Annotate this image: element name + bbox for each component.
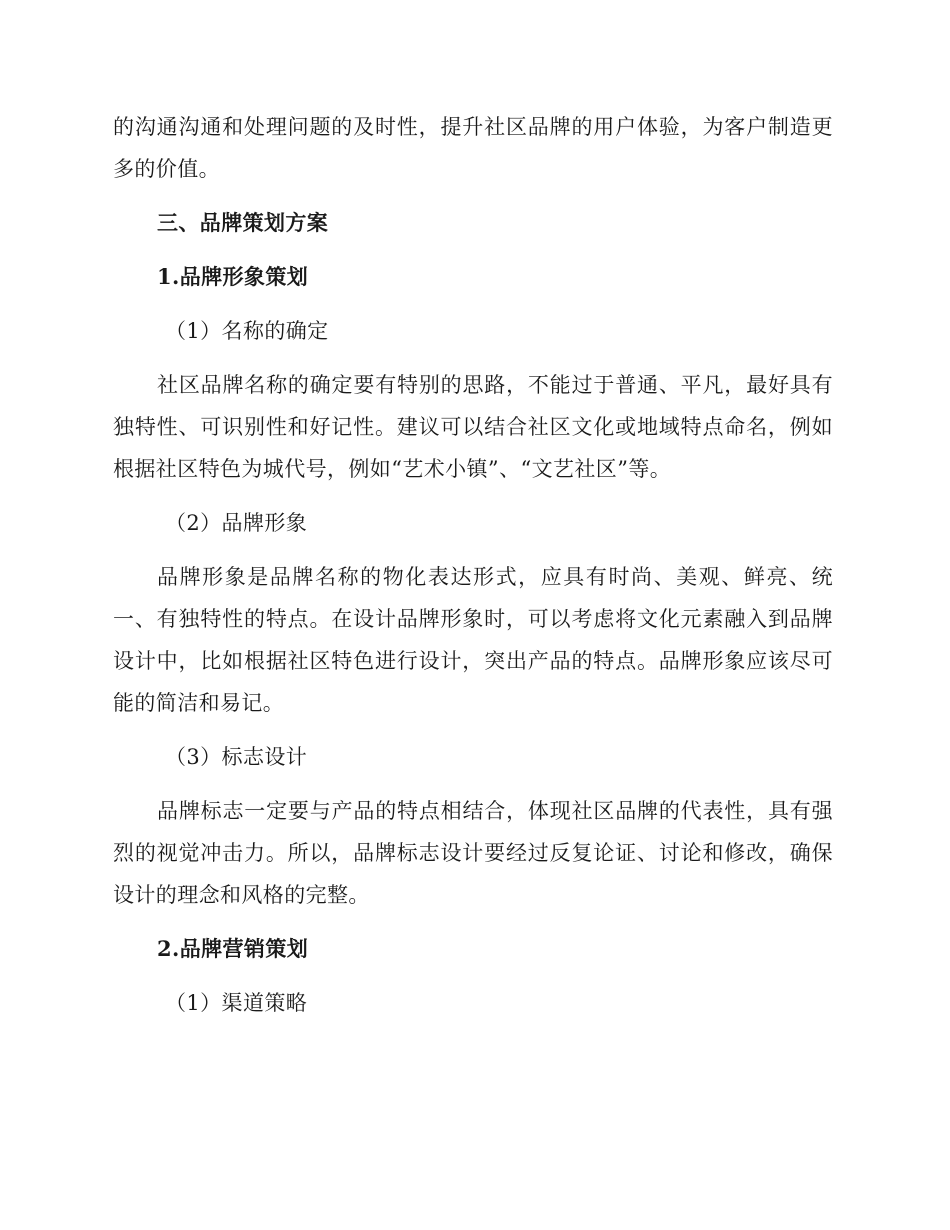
item-heading-logo: （3）标志设计 <box>165 745 308 769</box>
paragraph-image: 品牌形象是品牌名称的物化表达形式，应具有时尚、美观、鲜亮、统一、有独特性的特点。在设计品牌形象时，可以考虑将文化元素融入到品牌设计中，比如根据社区特色进行设计，突出产品的特点。品牌形象应该尽可能的简洁和易记。 <box>113 565 833 715</box>
item-heading-channel: （1）渠道策略 <box>165 991 308 1015</box>
item-heading-name: （1）名称的确定 <box>165 319 329 343</box>
subsection-heading-marketing: 2.品牌营销策划 <box>157 936 309 961</box>
item-heading-image: （2）品牌形象 <box>165 511 308 535</box>
subsection-heading-brand-image: 1.品牌形象策划 <box>157 264 309 289</box>
document-page <box>113 106 833 1024</box>
intro-paragraph-continuation: 的沟通沟通和处理问题的及时性，提升社区品牌的用户体验，为客户制造更多的价值。 <box>113 115 833 181</box>
section-heading-3: 三、品牌策划方案 <box>157 210 329 235</box>
paragraph-name: 社区品牌名称的确定要有特别的思路，不能过于普通、平凡，最好具有独特性、可识别性和好记性。建议可以结合社区文化或地域特点命名，例如根据社区特色为城代号，例如“艺术小镇”、“文艺社区”等。 <box>113 373 833 481</box>
paragraph-logo: 品牌标志一定要与产品的特点相结合，体现社区品牌的代表性，具有强烈的视觉冲击力。所以，品牌标志设计要经过反复论证、讨论和修改，确保设计的理念和风格的完整。 <box>113 799 833 907</box>
